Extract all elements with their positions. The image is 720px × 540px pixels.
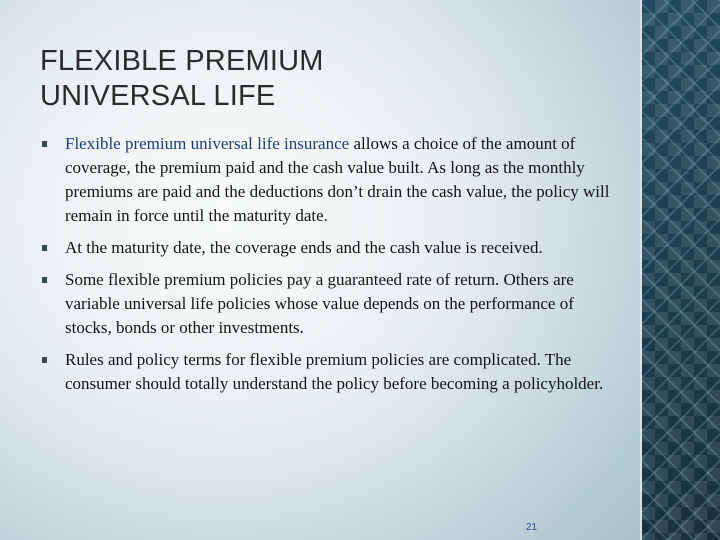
square-bullet-icon [42,277,47,283]
decorative-pattern-panel [642,0,720,540]
bullet-item [40,132,610,228]
bullet-item [40,236,610,260]
square-bullet-icon [42,141,47,147]
square-bullet-icon [42,245,47,251]
square-bullet-icon [42,357,47,363]
bullet-text: Some flexible premium policies pay a guaranteed rate of return. Others are variable universal life policies whose value depends on the performance of stocks, bonds or other investments. [65,270,574,337]
slide-page-number: 21 [526,522,538,533]
slide-title [40,44,600,114]
slide-title-line-1: FLEXIBLE PREMIUM [40,45,324,77]
bullet-item [40,348,610,396]
bullet-list [40,132,610,404]
slide-title-line-2: UNIVERSAL LIFE [40,80,276,112]
bullet-emphasis-term: Flexible premium universal life insurance [65,134,350,153]
bullet-text: Rules and policy terms for flexible premium policies are complicated. The consumer should totally understand the policy before becoming a policyholder. [65,350,604,393]
bullet-text: allows a choice of the amount of coverage, the premium paid and the cash value built. As long as the monthly premiums are paid and the deductions don’t drain the cash value, the policy will remain in force until the maturity date. [65,134,610,225]
bullet-item [40,268,610,340]
bullet-text: At the maturity date, the coverage ends and the cash value is received. [65,238,543,257]
